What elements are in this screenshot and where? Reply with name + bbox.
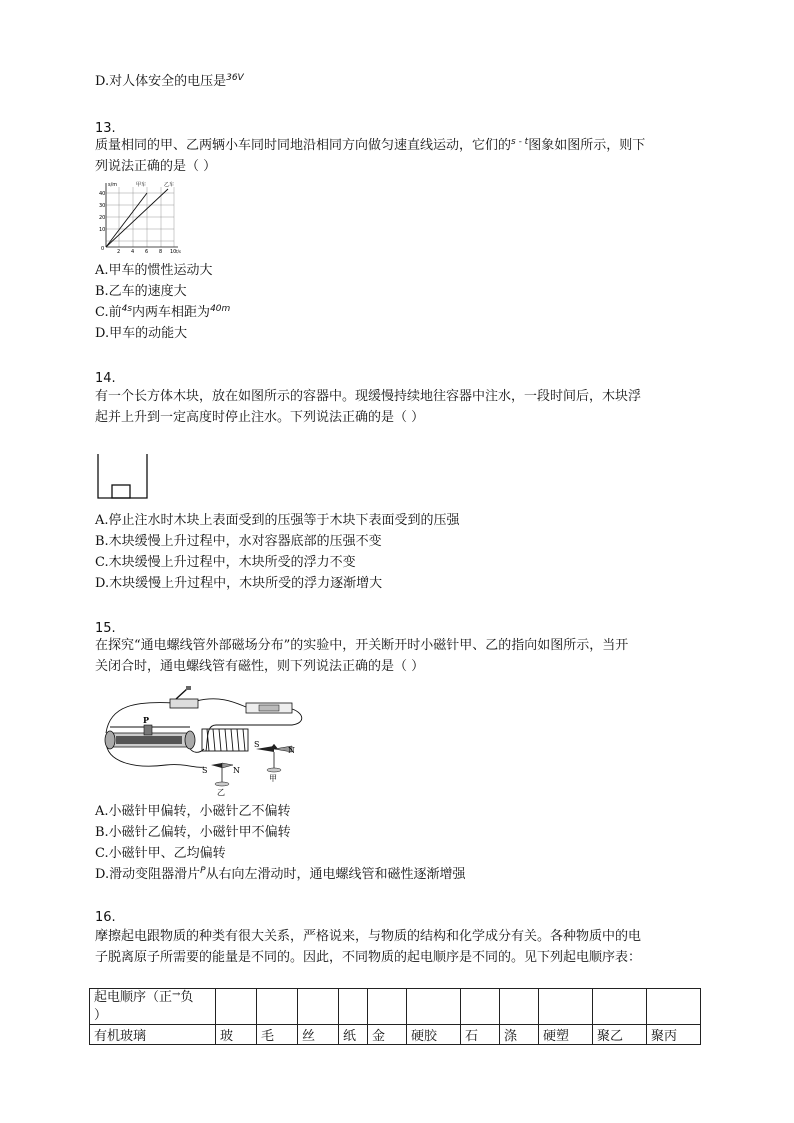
q13-option-a: A.甲车的惯性运动大 <box>95 263 213 278</box>
q15-compass-jia <box>256 744 292 772</box>
q13-option-c-value: 40m <box>210 304 231 314</box>
q14-container-figure <box>95 452 151 500</box>
q16-table-cell-empty <box>216 989 257 1025</box>
q16-table-cell-empty <box>368 989 407 1025</box>
q13-graph-xtick: 2 <box>117 249 121 255</box>
q14-option-c: C.木块缓慢上升过程中，木块所受的浮力不变 <box>95 555 356 570</box>
q16-table-cell: 聚丙 <box>647 1025 701 1045</box>
q15-option-c: C.小磁针甲、乙均偏转 <box>95 846 226 861</box>
q15-compass-yi-s: S <box>202 766 208 775</box>
q16-table-cell-empty <box>339 989 368 1025</box>
q13-graph-series-yi: 乙车 <box>164 182 175 188</box>
q16-table-cell-empty <box>298 989 339 1025</box>
q16-table-cell: 玻 <box>216 1025 257 1045</box>
q15-compass-yi-n: N <box>233 766 240 775</box>
q15-knife-switch <box>170 686 198 708</box>
q12-option-d <box>95 74 244 91</box>
q15-option-d-post: 从右向左滑动时，通电螺线管和磁性逐渐增强 <box>205 867 466 882</box>
q16-table-header-arrow: → <box>172 989 181 1000</box>
q15-option-a: A.小磁针甲偏转，小磁针乙不偏转 <box>95 804 291 819</box>
q14-option-b: B.木块缓慢上升过程中，水对容器底部的压强不变 <box>95 534 382 549</box>
q13-option-b: B.乙车的速度大 <box>95 284 187 299</box>
q16-table-header-cell <box>90 989 216 1025</box>
q16-table-cell: 硬胶 <box>407 1025 461 1045</box>
q13-graph-xtick: 8 <box>159 249 163 255</box>
q13-graph-ytick: 0 <box>101 246 105 252</box>
q14-stem-line2: 起并上升到一定高度时停止注水。下列说法正确的是（ ） <box>95 410 425 425</box>
q13-graph-xtick: 10 <box>170 249 177 255</box>
q16-table-header-text-a: 起电顺序（正 <box>94 990 173 1005</box>
q15-battery <box>246 703 292 713</box>
q13-option-c <box>95 305 230 322</box>
q16-table-header-text-b: 负 <box>180 990 194 1005</box>
q13-st-symbol: s - t <box>511 137 529 147</box>
q13-st-graph <box>92 180 184 256</box>
q15-compass-jia-n: N <box>288 746 295 755</box>
q16-number: 16. <box>95 910 116 925</box>
q13-graph-line-yi <box>106 189 168 247</box>
q14-stem-line1: 有一个长方体木块，放在如图所示的容器中。现缓慢持续地往容器中注水，一段时间后，木块浮 <box>95 389 642 404</box>
q13-option-c-pre: C.前 <box>95 305 122 320</box>
q15-compass-jia-label: 甲 <box>269 774 277 783</box>
q16-table-cell: 纸 <box>339 1025 368 1045</box>
q15-option-d-p: P <box>200 866 206 876</box>
q13-stem-line2: 列说法正确的是（ ） <box>95 159 217 174</box>
q16-table-cell: 硬塑 <box>539 1025 593 1045</box>
q16-table-cell-empty <box>257 989 298 1025</box>
q13-graph-ylabel: s/m <box>108 182 118 188</box>
q13-stem-line1 <box>95 138 645 155</box>
q16-table-cell-empty <box>647 989 701 1025</box>
q16-table-header-text-c: ） <box>94 1008 108 1023</box>
q13-graph-line-jia <box>106 193 147 247</box>
q14-container <box>98 454 147 498</box>
q15-rheostat <box>105 725 195 749</box>
q16-table-cell: 金 <box>368 1025 407 1045</box>
q16-table-cell-empty <box>593 989 647 1025</box>
q16-table-cell-empty <box>461 989 500 1025</box>
q16-table-cell: 有机玻璃 <box>90 1025 216 1045</box>
q13-option-c-time: 4s <box>121 304 133 314</box>
q16-stem-line1: 摩擦起电跟物质的种类有很大关系，严格说来，与物质的结构和化学成分有关。各种物质中的电 <box>95 929 642 944</box>
q13-graph-ytick: 20 <box>99 215 106 221</box>
q15-compass-yi <box>211 763 233 786</box>
q15-option-b: B.小磁针乙偏转，小磁针甲不偏转 <box>95 825 291 840</box>
q15-slider-label: P <box>143 715 150 725</box>
q13-graph-xtick: 6 <box>145 249 149 255</box>
q16-table-cell-empty <box>407 989 461 1025</box>
q13-option-c-mid: 内两车相距为 <box>132 305 211 320</box>
q16-table-cell: 毛 <box>257 1025 298 1045</box>
q16-table-cell: 涤 <box>500 1025 539 1045</box>
table-row <box>90 989 701 1025</box>
q13-option-d: D.甲车的动能大 <box>95 326 188 341</box>
q16-table-cell: 丝 <box>298 1025 339 1045</box>
q15-wire <box>196 699 246 707</box>
q16-table-cell: 聚乙 <box>593 1025 647 1045</box>
q13-graph-xtick: 4 <box>131 249 135 255</box>
q15-number: 15. <box>95 621 116 636</box>
q16-table-cell: 石 <box>461 1025 500 1045</box>
q13-graph-xlabel: t/s <box>176 249 181 254</box>
q15-wire <box>106 703 174 733</box>
q13-graph-ytick: 30 <box>99 203 106 209</box>
q15-compass-jia-s: S <box>254 740 260 749</box>
q14-number: 14. <box>95 371 116 386</box>
q14-option-d: D.木块缓慢上升过程中，木块所受的浮力逐渐增大 <box>95 576 383 591</box>
q13-stem-text-a: 质量相同的甲、乙两辆小车同时同地沿相同方向做匀速直线运动，它们的 <box>95 138 512 153</box>
q13-graph-series-jia: 甲车 <box>136 182 147 188</box>
q15-option-d-pre: D.滑动变阻器滑片 <box>95 867 201 882</box>
q14-option-a: A.停止注水时木块上表面受到的压强等于木块下表面受到的压强 <box>95 513 460 528</box>
q14-wood-block <box>112 485 130 498</box>
q16-table-cell-empty <box>539 989 593 1025</box>
q13-graph-ytick: 10 <box>99 227 106 233</box>
q13-graph-ytick: 40 <box>99 191 106 197</box>
q16-table-cell-empty <box>500 989 539 1025</box>
q15-solenoid <box>202 729 248 751</box>
q15-solenoid-circuit-figure <box>96 683 310 798</box>
q13-number: 13. <box>95 121 116 136</box>
q12-option-d-value: 36V <box>226 73 244 83</box>
q16-stem-line2: 子脱离原子所需要的能量是不同的。因此，不同物质的起电顺序是不同的。见下列起电顺序表： <box>95 950 642 965</box>
table-row <box>90 1025 701 1045</box>
q15-stem-line2: 关闭合时，通电螺线管有磁性，则下列说法正确的是（ ） <box>95 659 425 674</box>
q16-triboelectric-table <box>89 988 701 1045</box>
q15-stem-line1: 在探究“通电螺线管外部磁场分布”的实验中，开关断开时小磁针甲、乙的指向如图所示，当开 <box>95 638 629 653</box>
q15-compass-yi-label: 乙 <box>217 788 225 797</box>
q13-stem-text-b: 图象如图所示，则下 <box>528 138 646 153</box>
q15-option-d <box>95 867 466 884</box>
q12-option-d-text: D.对人体安全的电压是 <box>95 74 227 89</box>
